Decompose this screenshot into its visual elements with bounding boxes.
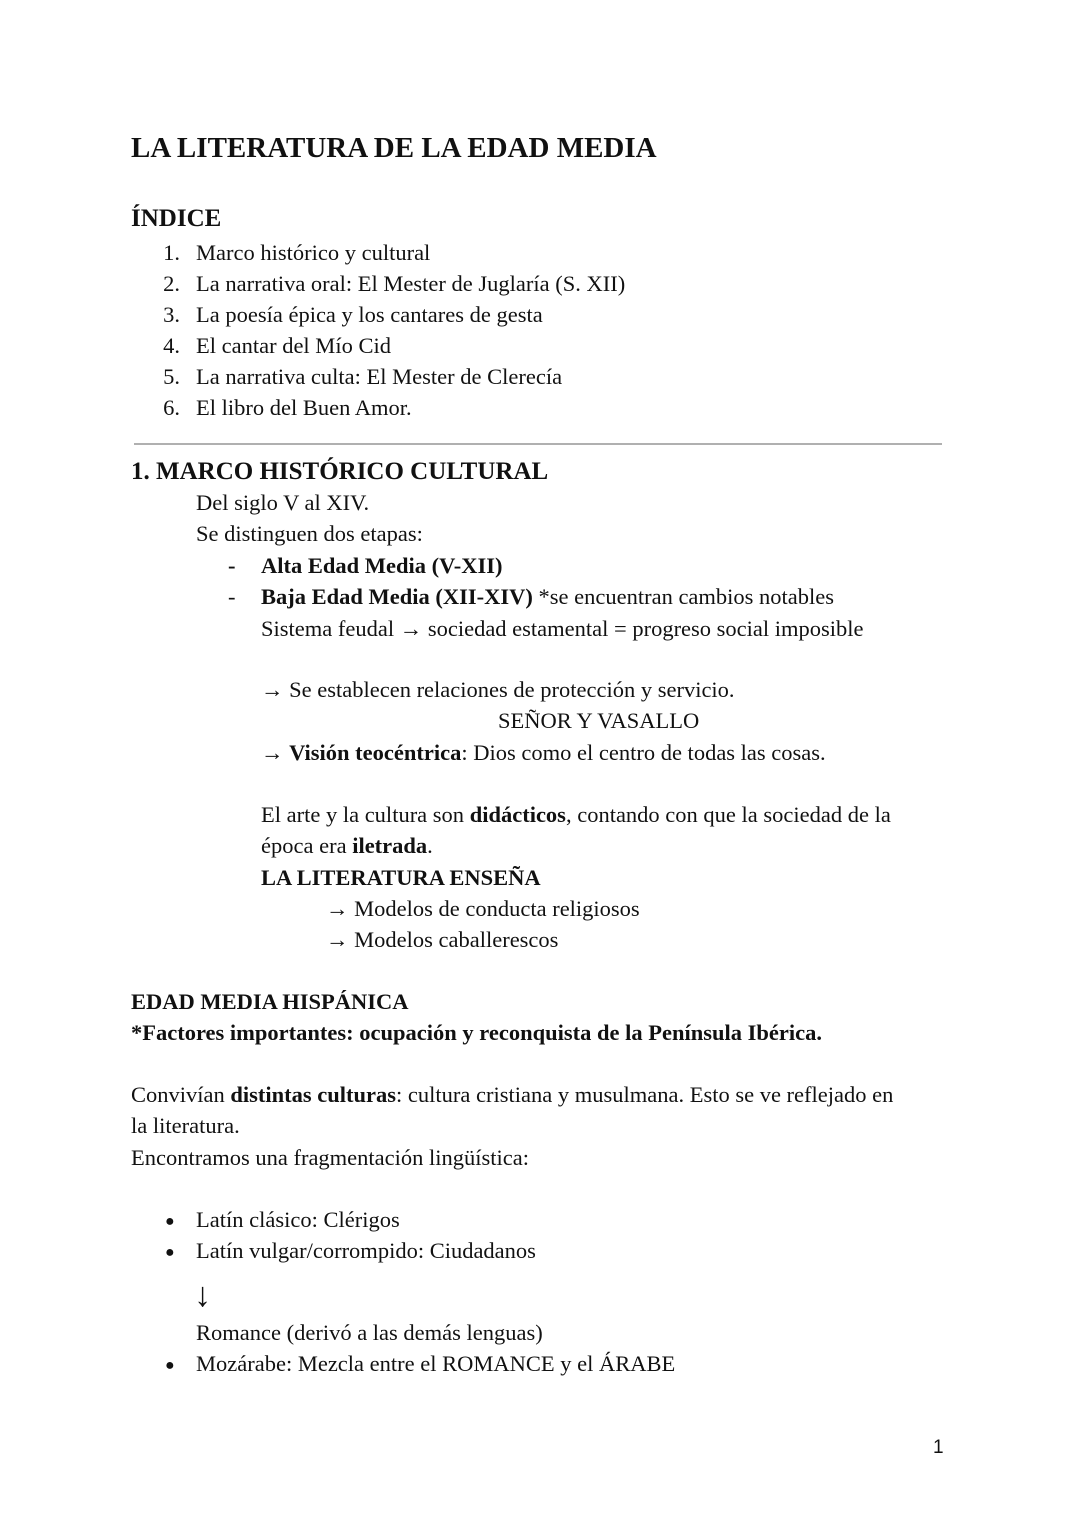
plain-text: El arte y la cultura son xyxy=(261,802,470,827)
bold-text: Baja Edad Media (XII-XIV) xyxy=(261,584,533,609)
index-item-text: La narrativa oral: El Mester de Juglaría (S. XII) xyxy=(196,271,626,296)
dash-marker: - xyxy=(228,584,236,609)
bold-text: iletrada xyxy=(352,833,428,858)
paragraph-line: Romance (derivó a las demás lenguas) xyxy=(196,1320,543,1345)
index-item-number: 5. xyxy=(163,364,180,389)
down-arrow-icon: ↓ xyxy=(194,1277,211,1314)
paragraph-line: Encontramos una fragmentación lingüística: xyxy=(131,1145,530,1170)
bullet-dot-icon: ● xyxy=(165,1244,175,1261)
bullet-dot-icon: ● xyxy=(165,1213,175,1230)
paragraph-line xyxy=(131,1084,893,1107)
paragraph-line xyxy=(261,804,891,827)
index-item-number: 6. xyxy=(163,395,180,420)
index-item-text: La poesía épica y los cantares de gesta xyxy=(196,302,543,327)
paragraph-line: Del siglo V al XIV. xyxy=(196,490,370,515)
paragraph-line xyxy=(261,835,433,858)
index-item-number: 3. xyxy=(163,302,180,327)
paragraph-line: → Se establecen relaciones de protección y servicio. xyxy=(261,677,735,702)
plain-text: Convivían xyxy=(131,1082,231,1107)
paragraph-line: Sistema feudal → sociedad estamental = progreso social imposible xyxy=(261,616,864,641)
plain-text: : cultura cristiana y musulmana. Esto se ve reflejado en xyxy=(396,1082,894,1107)
index-item-text: Marco histórico y cultural xyxy=(196,240,431,265)
index-item-text: El libro del Buen Amor. xyxy=(196,395,412,420)
paragraph-line: *Factores importantes: ocupación y reconquista de la Península Ibérica. xyxy=(131,1020,823,1045)
paragraph-line: → Modelos de conducta religiosos xyxy=(326,896,640,921)
plain-text: : Dios como el centro de todas las cosas. xyxy=(461,740,826,765)
subheading: EDAD MEDIA HISPÁNICA xyxy=(131,989,409,1014)
section-heading: 1. MARCO HISTÓRICO CULTURAL xyxy=(131,458,549,485)
bullet-dot-icon: ● xyxy=(165,1357,175,1374)
bold-text: Visión teocéntrica xyxy=(289,740,462,765)
bullet-item: Mozárabe: Mezcla entre el ROMANCE y el ÁRABE xyxy=(196,1351,676,1376)
bold-text: didácticos xyxy=(469,802,566,827)
bold-text: distintas culturas xyxy=(230,1082,397,1107)
index-item-number: 4. xyxy=(163,333,180,358)
plain-text: *se encuentran cambios notables xyxy=(532,584,835,609)
index-item-text: El cantar del Mío Cid xyxy=(196,333,391,358)
horizontal-divider xyxy=(134,443,942,445)
index-heading: ÍNDICE xyxy=(131,205,222,232)
paragraph-line: la literatura. xyxy=(131,1113,240,1138)
index-item-number: 1. xyxy=(163,240,180,265)
paragraph-line xyxy=(261,742,826,765)
dash-item-baja xyxy=(261,586,834,609)
arrow-text: → xyxy=(261,740,290,765)
plain-text: . xyxy=(427,833,433,858)
plain-text: época era xyxy=(261,833,353,858)
subheading: LA LITERATURA ENSEÑA xyxy=(261,865,541,890)
plain-text: , contando con que la sociedad de la xyxy=(565,802,891,827)
document-title: LA LITERATURA DE LA EDAD MEDIA xyxy=(131,132,657,164)
paragraph-line: → Modelos caballerescos xyxy=(326,927,559,952)
index-item-number: 2. xyxy=(163,271,180,296)
centered-line: SEÑOR Y VASALLO xyxy=(498,708,700,733)
paragraph-line: Se distinguen dos etapas: xyxy=(196,521,423,546)
bullet-item: Latín clásico: Clérigos xyxy=(196,1207,400,1232)
dash-item-alta: Alta Edad Media (V-XII) xyxy=(261,553,503,578)
page-number: 1 xyxy=(933,1437,944,1458)
index-item-text: La narrativa culta: El Mester de Clerecía xyxy=(196,364,563,389)
dash-marker: - xyxy=(228,553,236,578)
bullet-item: Latín vulgar/corrompido: Ciudadanos xyxy=(196,1238,536,1263)
